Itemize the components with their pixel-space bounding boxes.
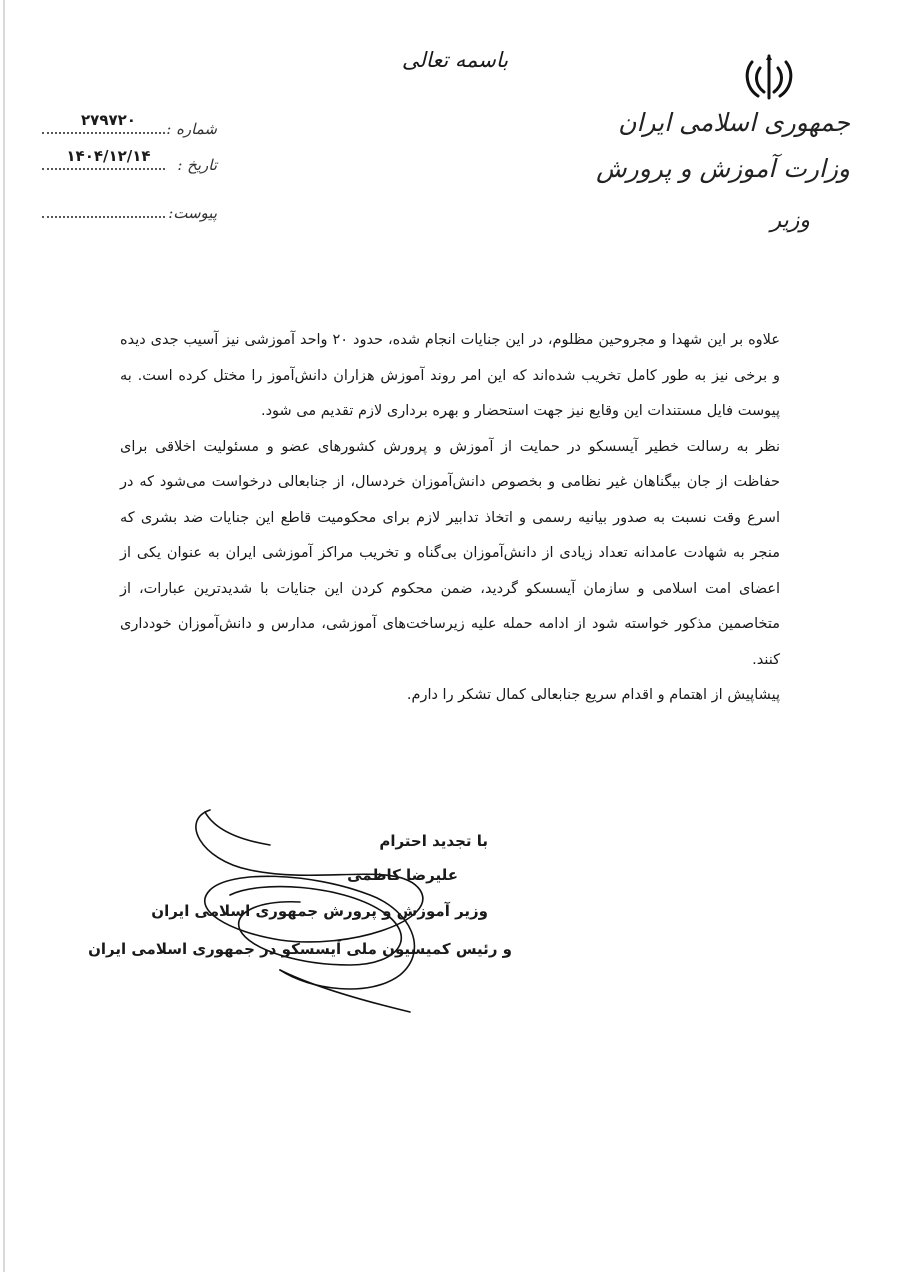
meta-number-dots — [42, 132, 165, 134]
meta-number-label: شماره : — [166, 120, 217, 138]
meta-date — [42, 148, 217, 174]
signer-title-1: وزیر آموزش و پرورش جمهوری اسلامی ایران — [151, 902, 488, 920]
letter-body — [120, 323, 780, 714]
closing-phrase: با تجدید احترام — [379, 832, 488, 850]
body-paragraph: علاوه بر این شهدا و مجروحین مظلوم، در این جنایات انجام شده، حدود ۲۰ واحد آموزشی نیز آسیب جدی دیده و برخی نیز به طور کامل تخریب شده‌اند که این امر روند آموزش هزاران دانش‌آموز را مختل کرده است. به پیوست فایل مستندات این وقایع نیز جهت استحضار و بهره برداری لازم تقدیم می شود. — [120, 332, 780, 419]
org-office: وزیر — [770, 208, 810, 233]
body-paragraph: پیشاپیش از اهتمام و اقدام سریع جنابعالی کمال تشکر را دارم. — [406, 687, 780, 703]
meta-attachment — [42, 196, 217, 222]
iran-emblem-icon — [742, 52, 796, 102]
body-paragraph: نظر به رسالت خطیر آیسسکو در حمایت از آموزش و پرورش کشورهای عضو و مسئولیت اخلاقی برای حفاظت از جان بیگناهان غیر نظامی و بخصوص دانش‌آموزان خردسال، از جنابعالی درخواست می‌شود که در اسرع وقت نسبت به صدور بیانیه رسمی و اتخاذ تدابیر لازم برای محکومیت قاطع این جنایات ضد بشری که منجر به شهادت عامدانه تعداد زیادی از دانش‌آموزان بی‌گناه و تخریب مراکز آموزشی ایران به عنوان یکی از اعضای امت اسلامی و سازمان آیسسکو گردید، ضمن محکوم کردن این جنایات با شدیدترین عبارات، از متخاصمین مذکور خواسته شود از ادامه حمله علیه زیرساخت‌های آموزشی، مدارس و دانش‌آموزان خودداری کنند. — [120, 438, 780, 668]
meta-date-dots — [42, 168, 165, 170]
page-edge-line — [3, 0, 5, 1272]
signer-title-2: و رئیس کمیسیون ملی آیسسکو در جمهوری اسلامی ایران — [88, 940, 512, 958]
org-ministry: وزارت آموزش و پرورش — [596, 154, 850, 183]
meta-attachment-label: پیوست: — [168, 204, 217, 222]
org-country: جمهوری اسلامی ایران — [618, 108, 850, 137]
meta-date-value: ۱۴۰۴/۱۲/۱۴ — [66, 147, 151, 165]
meta-attachment-dots — [42, 216, 165, 218]
signer-name: علیرضا کاظمی — [347, 866, 458, 884]
meta-date-label: تاریخ : — [177, 156, 217, 174]
meta-number — [42, 112, 217, 138]
invocation-text: باسمه تعالی — [401, 48, 509, 72]
meta-number-value: ۲۷۹۷۲۰ — [81, 111, 136, 129]
